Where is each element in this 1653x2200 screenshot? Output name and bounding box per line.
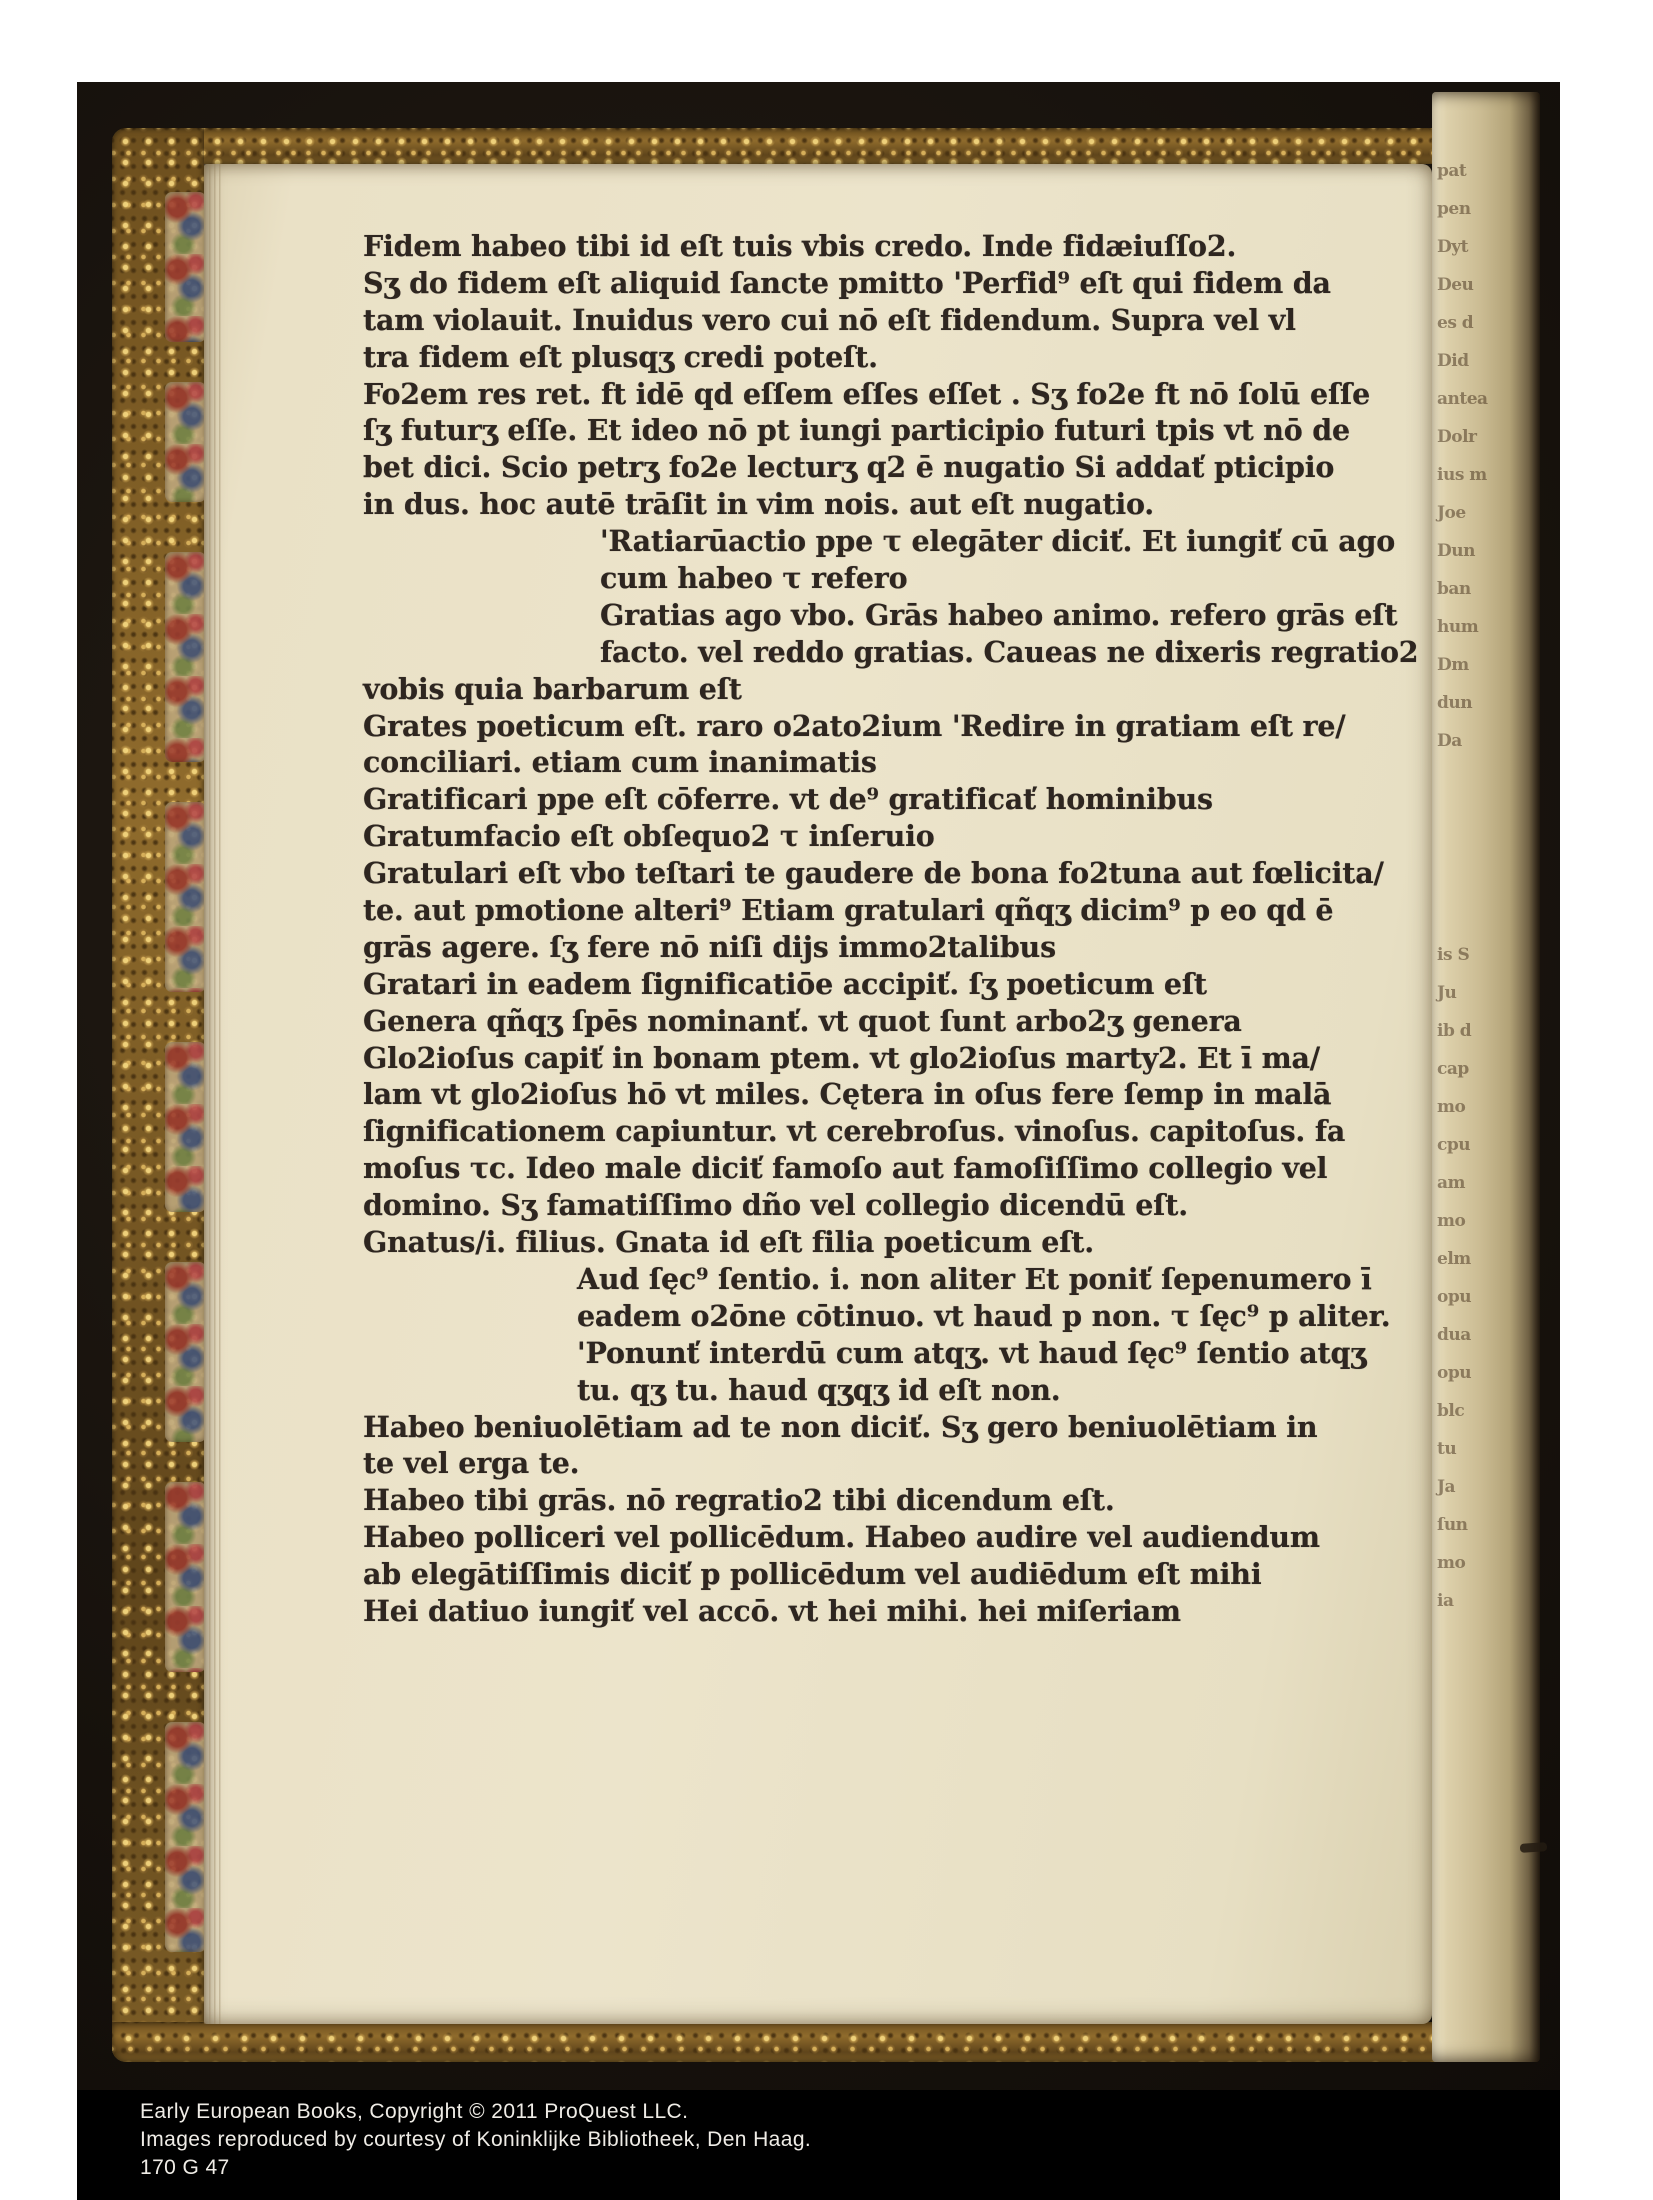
text-line: conciliari. etiam cum inanimatis (363, 745, 877, 780)
text-line: Gratumfacio eſt obſequo2 τ inſeruio (363, 819, 935, 854)
edge-fragment: ban (1437, 579, 1471, 599)
text-line: bet dici. Scio petrʒ fo2e lecturʒ q2 ē nugatio Si addať pticipio (363, 450, 1335, 485)
text-line: tra fidem eſt plusqʒ credi poteſt. (363, 339, 878, 374)
edge-fragment: hum (1437, 617, 1479, 637)
edge-fragment: cpu (1437, 1135, 1471, 1155)
text-line: facto. vel reddo gratias. Caueas ne dixeris regratio2 (600, 634, 1419, 669)
text-line: in dus. hoc autē trāſit in vim nois. aut eſt nugatio. (363, 487, 1155, 522)
text-line: Gratias ago vbo. Grās habeo animo. refero grās eſt (600, 597, 1398, 632)
text-line: tu. qʒ tu. haud qʒqʒ id eſt non. (577, 1372, 1061, 1407)
edge-fragment: ſun (1437, 1515, 1468, 1535)
edge-fragment: am (1437, 1173, 1466, 1193)
text-line: Gratari in eadem ſignificatiōe accipiť. ſʒ poeticum eſt (363, 966, 1207, 1001)
edge-fragment: Did (1437, 351, 1469, 371)
edge-fragment: tu (1437, 1439, 1457, 1459)
edge-fragment: is S (1437, 945, 1470, 965)
text-line: ab elegātiſſimis diciť p pollicēdum vel audiēdum eſt mihi (363, 1557, 1262, 1592)
edge-fragment: ius m (1437, 465, 1487, 485)
text-line: Habeo tibi grās. nō regratio2 tibi dicendum eſt. (363, 1483, 1115, 1518)
text-line: 'Ratiarūactio ppe τ elegāter diciť. Et iungiť cū ago (600, 524, 1396, 559)
edge-fragment: Joe (1437, 503, 1466, 523)
text-line: ſʒ futurʒ eſſe. Et ideo nō pt iungi participio futuri tpis vt nō de (363, 413, 1350, 448)
marbled-paper-patch (165, 1042, 206, 1212)
text-line: ſignificationem capiuntur. vt cerebroſus. vinoſus. capitoſus. fa (363, 1114, 1346, 1149)
facing-page-edge (1432, 92, 1540, 2062)
edge-fragment: mo (1437, 1211, 1466, 1231)
edge-fragment: pen (1437, 199, 1471, 219)
caption-copyright: Early European Books, Copyright © 2011 ProQuest LLC. (140, 2100, 689, 2123)
smudge-mark (1520, 1842, 1548, 1853)
text-line: eadem o2ōne cōtinuo. vt haud p non. τ ſęc⁹ p aliter. (577, 1298, 1391, 1333)
edge-fragment: mo (1437, 1553, 1466, 1573)
text-line: Grates poeticum eſt. raro o2ato2ium 'Redire in gratiam eſt re/ (363, 708, 1346, 743)
edge-fragment: es d (1437, 313, 1474, 333)
text-line: 'Ponunť interdū cum atqʒ. vt haud ſęc⁹ ſentio atqʒ (577, 1335, 1367, 1370)
marbled-paper-patch (165, 802, 206, 992)
text-line: domino. Sʒ famatiſſimo dño vel collegio dicendū eſt. (363, 1188, 1188, 1223)
text-line: moſus τc. Ideo male diciť famoſo aut famoſiſſimo collegio vel (363, 1151, 1328, 1186)
text-line: Gnatus/i. filius. Gnata id eſt filia poeticum eſt. (363, 1225, 1094, 1260)
book-page (204, 164, 1432, 2024)
edge-fragment: pat (1437, 161, 1467, 181)
edge-fragment: elm (1437, 1249, 1471, 1269)
edge-fragment: Dolr (1437, 427, 1477, 447)
gold-border-bottom (112, 2022, 1452, 2062)
text-line: cum habeo τ refero (600, 561, 908, 596)
text-line: Aud ſęc⁹ ſentio. i. non aliter Et poniť ſepenumero ī (577, 1261, 1372, 1296)
text-line: vobis quia barbarum eſt (363, 671, 742, 706)
edge-fragment: antea (1437, 389, 1488, 409)
text-line: Gratificari ppe eſt cōferre. vt de⁹ gratificať hominibus (363, 782, 1213, 817)
edge-fragment: Ja (1437, 1477, 1456, 1497)
text-line: grās agere. ſʒ fere nō niſi dijs immo2talibus (363, 929, 1056, 964)
marbled-paper-patch (165, 552, 206, 762)
edge-fragment: ia (1437, 1591, 1454, 1611)
edge-fragment: Ju (1437, 983, 1457, 1003)
text-line: Fidem habeo tibi id eſt tuis vbis credo. Inde fidæiuſſo2. (363, 229, 1237, 263)
edge-fragment: dun (1437, 693, 1473, 713)
caption-credit: Images reproduced by courtesy of Koninklijke Bibliotheek, Den Haag. (140, 2128, 812, 2151)
text-line: Habeo polliceri vel pollicēdum. Habeo audire vel audiendum (363, 1520, 1320, 1555)
text-block (363, 228, 1419, 1630)
marbled-paper-patch (165, 1262, 206, 1442)
text-line: lam vt glo2ioſus hō vt miles. Cętera in oſus fere ſemp in malā (363, 1077, 1332, 1112)
edge-fragment: ib d (1437, 1021, 1472, 1041)
caption-band (77, 2090, 1560, 2200)
marbled-paper-patch (165, 382, 206, 502)
gold-border-top (112, 128, 1452, 164)
caption-shelfmark: 170 G 47 (140, 2156, 230, 2179)
text-line: Sʒ do fidem eſt aliquid ſancte pmitto 'Perfid⁹ eſt qui fidem da (363, 265, 1331, 300)
marbled-paper-patch (165, 192, 206, 342)
edge-fragment: Da (1437, 731, 1462, 751)
edge-fragment: Dyt (1437, 237, 1468, 257)
edge-fragment: Dm (1437, 655, 1469, 675)
text-line: Habeo beniuolētiam ad te non diciť. Sʒ gero beniuolētiam in (363, 1409, 1318, 1444)
edge-fragment: dua (1437, 1325, 1471, 1345)
edge-fragment: cap (1437, 1059, 1469, 1079)
text-line: te. aut pmotione alteri⁹ Etiam gratulari qñqʒ dicim⁹ p eo qd ē (363, 893, 1334, 928)
text-line: tam violauit. Inuidus vero cui nō eſt fidendum. Supra vel vl (363, 302, 1296, 337)
edge-fragment: blc (1437, 1401, 1465, 1421)
text-line: Glo2ioſus capiť in bonam ptem. vt glo2ioſus marty2. Et ī ma/ (363, 1040, 1321, 1075)
text-line: Genera qñqʒ ſpēs nominanť. vt quot ſunt arbo2ʒ genera (363, 1003, 1242, 1038)
edge-fragment: opu (1437, 1363, 1472, 1383)
text-line: Fo2em res ret. ft idē qd eſſem eſſes eſſet . Sʒ fo2e ft nō ſolū eſſe (363, 376, 1371, 411)
edge-fragment: opu (1437, 1287, 1472, 1307)
edge-fragment: Deu (1437, 275, 1474, 295)
marbled-paper-patch (165, 1722, 206, 1952)
edge-fragment: Dun (1437, 541, 1475, 561)
book-photo (77, 82, 1560, 2090)
text-line: te vel erga te. (363, 1446, 580, 1481)
marbled-paper-patch (165, 1482, 206, 1672)
text-line: Hei datiuo iungiť vel accō. vt hei mihi. hei miſeriam (363, 1593, 1181, 1628)
text-line: Gratulari eſt vbo teſtari te gaudere de bona fo2tuna aut fœlicita/ (363, 856, 1384, 891)
edge-fragment: mo (1437, 1097, 1466, 1117)
